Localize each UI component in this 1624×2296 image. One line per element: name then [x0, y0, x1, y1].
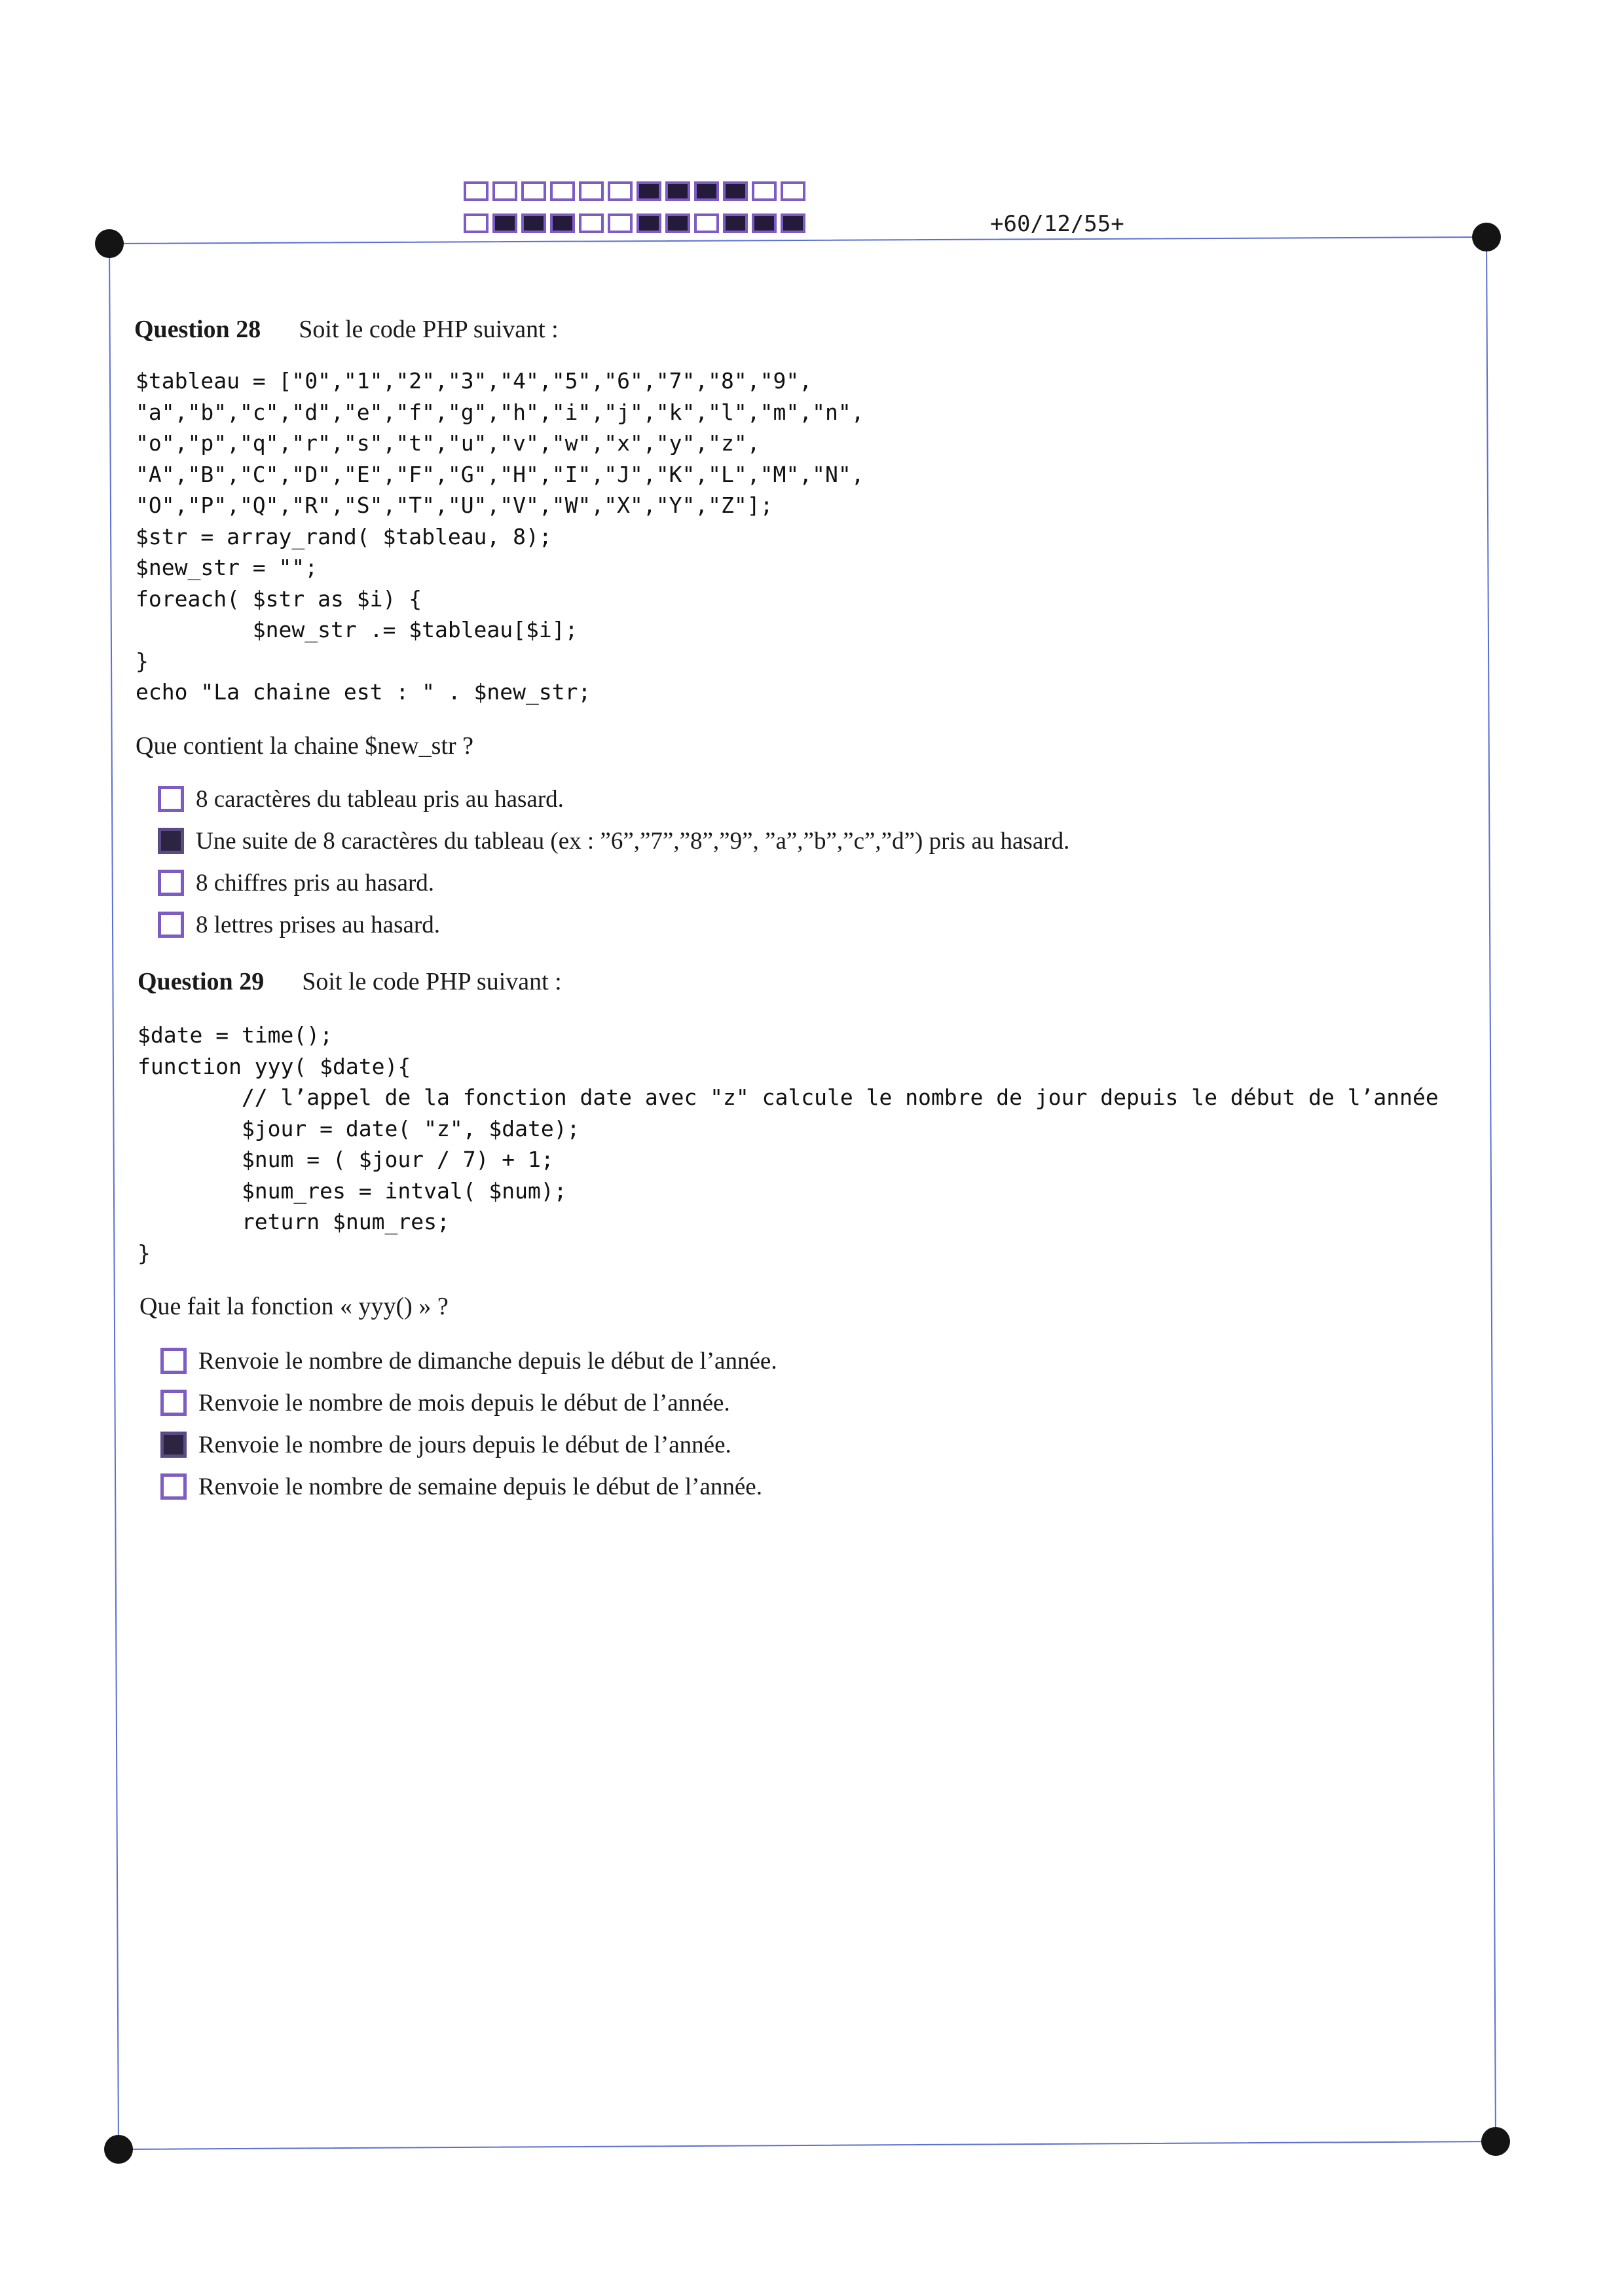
code-cell — [579, 213, 604, 233]
answer-checkbox[interactable] — [158, 912, 184, 938]
code-cell — [665, 181, 690, 201]
code-cell — [781, 213, 805, 233]
code-cell — [521, 181, 546, 201]
code-cell — [492, 213, 517, 233]
question-29-header — [138, 967, 562, 996]
question-29-number: Question 29 — [138, 968, 265, 995]
answer-option[interactable] — [160, 1340, 777, 1382]
answer-option[interactable] — [160, 1424, 777, 1466]
code-cell — [608, 213, 633, 233]
corner-mark-top-right — [1472, 223, 1501, 251]
code-cell — [723, 213, 748, 233]
answer-option[interactable] — [160, 1382, 777, 1424]
code-cell — [781, 181, 805, 201]
answer-checkbox[interactable] — [158, 870, 184, 896]
code-cell — [550, 181, 575, 201]
code-cell — [694, 213, 719, 233]
answer-label: Renvoie le nombre de dimanche depuis le début de l’année. — [198, 1347, 777, 1375]
question-28-intro: Soit le code PHP suivant : — [299, 316, 559, 343]
question-28-number: Question 28 — [134, 316, 261, 343]
answer-option[interactable] — [158, 820, 1069, 862]
code-cell — [752, 181, 777, 201]
answer-option[interactable] — [158, 778, 1069, 820]
answer-checkbox[interactable] — [158, 786, 184, 812]
question-29-options — [160, 1340, 777, 1508]
answer-label: Renvoie le nombre de mois depuis le début de l’année. — [198, 1389, 730, 1416]
corner-mark-top-left — [95, 229, 124, 258]
code-cell — [521, 213, 546, 233]
code-cell — [637, 213, 661, 233]
answer-label: Renvoie le nombre de semaine depuis le début de l’année. — [198, 1473, 762, 1500]
question-29-code: $date = time(); function yyy( $date){ // l’appel de la fonction date avec "z" calcule le nombre de jour depuis le début de l’année $jour = date( "z", $date); $num = ( $jour / 7) + 1; $num_res = intval( $num); return $num_res; } — [138, 1022, 1439, 1266]
corner-mark-bottom-right — [1481, 2127, 1510, 2156]
answer-label: Renvoie le nombre de jours depuis le début de l’année. — [198, 1431, 731, 1458]
code-cell — [579, 181, 604, 201]
answer-label: 8 chiffres pris au hasard. — [196, 869, 435, 897]
answer-checkbox-checked[interactable] — [158, 828, 184, 854]
page-code-bar-top — [464, 181, 809, 201]
question-28-prompt: Que contient la chaine $new_str ? — [136, 732, 473, 760]
code-cell — [694, 181, 719, 201]
question-29-prompt: Que fait la fonction « yyy() » ? — [139, 1293, 449, 1320]
question-28-options — [158, 778, 1069, 946]
answer-label: 8 lettres prises au hasard. — [196, 911, 440, 938]
question-28-header — [134, 315, 559, 344]
code-cell — [665, 213, 690, 233]
answer-option[interactable] — [158, 862, 1069, 904]
answer-checkbox[interactable] — [160, 1473, 187, 1500]
answer-option[interactable] — [160, 1466, 777, 1508]
code-cell — [464, 213, 489, 233]
code-cell — [608, 181, 633, 201]
answer-label: 8 caractères du tableau pris au hasard. — [196, 785, 564, 813]
code-cell — [637, 181, 661, 201]
answer-checkbox-checked[interactable] — [160, 1432, 187, 1458]
answer-checkbox[interactable] — [160, 1390, 187, 1416]
page-code-bar-bottom — [464, 213, 809, 233]
answer-option[interactable] — [158, 904, 1069, 946]
code-cell — [464, 181, 489, 201]
code-cell — [752, 213, 777, 233]
question-28-code: $tableau = ["0","1","2","3","4","5","6","7","8","9", "a","b","c","d","e","f","g","h","i","j","k","l","m","n", "o","p","q","r","s","t","u","v","w","x","y","z", "A","B","C","D","E","F","G","H","I","J","K","L","M","N", "O","P","Q","R","S","T","U","V","W","X","Y","Z"]; $str = array_rand( $tableau, 8); $new_str = ""; foreach( $str as $i) { $new_str .= $tableau[$i]; } echo "La chaine est : " . $new_str; — [136, 368, 864, 705]
question-29-intro: Soit le code PHP suivant : — [302, 968, 562, 995]
code-cell — [550, 213, 575, 233]
answer-label: Une suite de 8 caractères du tableau (ex : ”6”,”7”,”8”,”9”, ”a”,”b”,”c”,”d”) pris au hasard. — [196, 827, 1070, 855]
page-identifier: +60/12/55+ — [990, 211, 1124, 237]
code-cell — [492, 181, 517, 201]
code-cell — [723, 181, 748, 201]
answer-checkbox[interactable] — [160, 1348, 187, 1374]
corner-mark-bottom-left — [104, 2135, 133, 2164]
